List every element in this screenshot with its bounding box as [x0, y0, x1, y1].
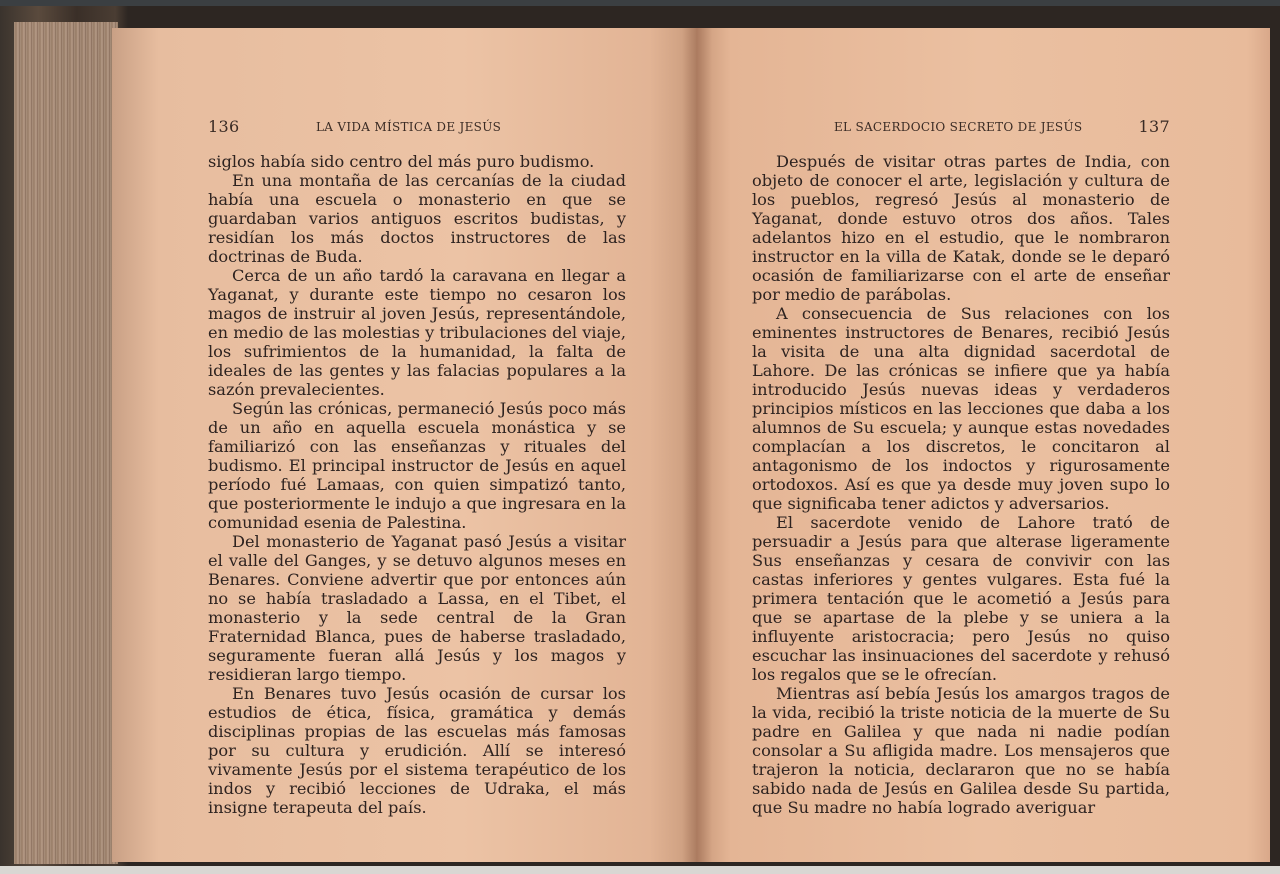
left-paragraph-5: Del monasterio de Yaganat pasó Jesús a visitar el valle del Ganges, y se detuvo algunos meses en Benares. Conviene advertir que por entonces aún no se había trasladado a Lassa, en el Tibet, el monasterio y la sede central de la Gran Fraternidad Blanca, pues de haberse trasladado, seguramente fueran allá Jesús y los magos y residieran largo tiempo. — [208, 532, 626, 684]
scan-bottom-border — [0, 866, 1280, 874]
right-paragraph-2: A consecuencia de Sus relaciones con los eminentes instructores de Benares, recibió Jesús la visita de una alta dignidad sacerdotal de Lahore. De las crónicas se infiere que ya había introducido Jesús nuevas ideas y verdaderos principios místicos en las lecciones que daba a los alumnos de Su escuela; y aunque estas novedades complacían a los discretos, le concitaron al antagonismo de los indoctos y rigurosamente ortodoxos. Así es que ya desde muy joven supo lo que significaba tener adictos y adversarios. — [752, 304, 1170, 513]
left-page-number: 136 — [208, 117, 240, 136]
book-gutter — [682, 28, 712, 862]
right-page-body — [752, 152, 1170, 817]
left-page-body — [208, 152, 626, 817]
right-page-header — [834, 117, 1170, 140]
right-paragraph-4: Mientras así bebía Jesús los amargos tragos de la vida, recibió la triste noticia de la muerte de Su padre en Galilea y que nada ni nadie podían consolar a Su afligida madre. Los mensajeros que trajeron la noticia, declararon que no se había sabido nada de Jesús en Galilea desde Su partida, que Su madre no había logrado averiguar — [752, 684, 1170, 817]
right-page — [696, 28, 1270, 862]
left-paragraph-3: Cerca de un año tardó la caravana en llegar a Yaganat, y durante este tiempo no cesaron los magos de instruir al joven Jesús, representándole, en medio de las molestias y tribulaciones del viaje, los sufrimientos de la humanidad, la falta de ideales de las gentes y las falacias populares a la sazón prevalecientes. — [208, 266, 626, 399]
right-paragraph-3: El sacerdote venido de Lahore trató de persuadir a Jesús para que alterase ligeramente Sus enseñanzas y cesara de convivir con las castas inferiores y gentes vulgares. Esta fué la primera tentación que le acometió a Jesús para que se apartase de la plebe y se uniera a la influyente aristocracia; pero Jesús no quiso escuchar las insinuaciones del sacerdote y rehusó los regalos que se le ofrecían. — [752, 513, 1170, 684]
left-page — [112, 28, 696, 862]
left-running-head: LA VIDA MÍSTICA DE JESÚS — [316, 120, 502, 134]
left-paragraph-1: siglos había sido centro del más puro budismo. — [208, 152, 595, 171]
left-paragraph-6: En Benares tuvo Jesús ocasión de cursar los estudios de ética, física, gramática y demás disciplinas propias de las escuelas más famosas por su cultura y erudición. Allí se interesó vivamente Jesús por el sistema terapéutico de los indos y recibió lecciones de Udraka, el más insigne terapeuta del país. — [208, 684, 626, 817]
left-paragraph-4: Según las crónicas, permaneció Jesús poco más de un año en aquella escuela monástica y se familiarizó con las enseñanzas y rituales del budismo. El principal instructor de Jesús en aquel período fué Lamaas, con quien simpatizó tanto, que posteriormente le indujo a que ingresara en la comunidad esenia de Palestina. — [208, 399, 626, 532]
right-page-number: 137 — [1138, 117, 1170, 136]
left-paragraph-2: En una montaña de las cercanías de la ciudad había una escuela o monasterio en que se guardaban varios antiguos escritos budistas, y residían los más doctos instructores de las doctrinas de Buda. — [208, 171, 626, 266]
left-page-header — [208, 117, 648, 140]
right-running-head: EL SACERDOCIO SECRETO DE JESÚS — [834, 120, 1083, 134]
right-paragraph-1: Después de visitar otras partes de India, con objeto de conocer el arte, legislación y cultura de los pueblos, regresó Jesús al monasterio de Yaganat, donde estuvo otros dos años. Tales adelantos hizo en el estudio, que le nombraron instructor en la villa de Katak, donde se le deparó ocasión de familiarizarse con el arte de enseñar por medio de parábolas. — [752, 152, 1170, 304]
page-edges — [14, 22, 118, 864]
